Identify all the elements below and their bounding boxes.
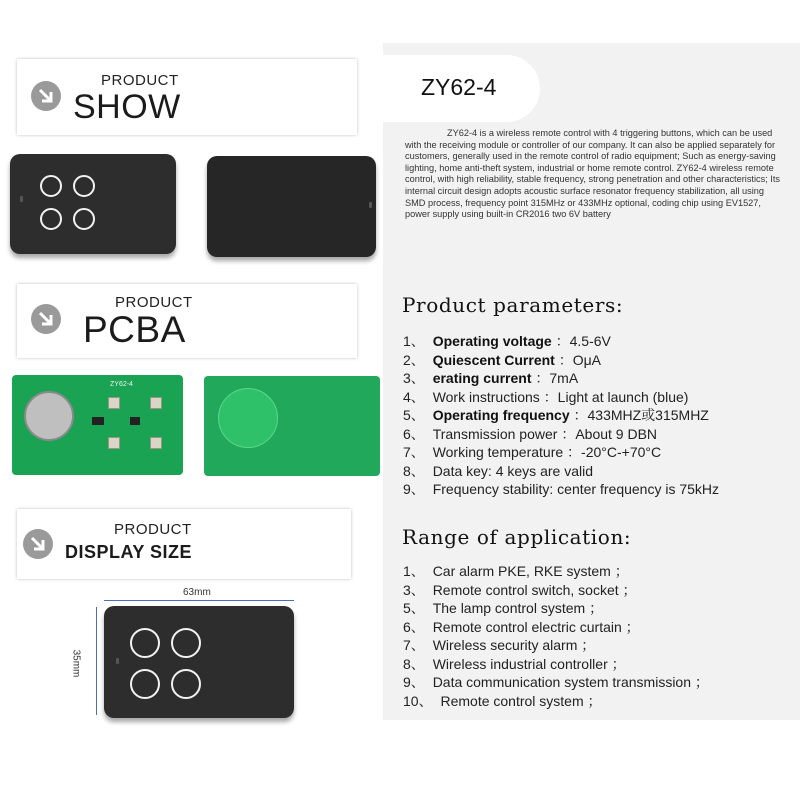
application-number: 9、: [403, 674, 429, 690]
parameter-item: [403, 461, 719, 480]
application-item: [403, 635, 709, 654]
parameter-number: 1、: [403, 333, 429, 349]
banner-title: SHOW: [73, 88, 181, 126]
arrow-down-right-icon: [31, 81, 61, 111]
width-dimension-label: 63mm: [183, 587, 211, 598]
parameter-label: Transmission power: [432, 425, 558, 442]
parameters-title: Product parameters:: [402, 293, 624, 317]
remote-button: [171, 669, 201, 699]
parameter-number: 9、: [403, 481, 429, 497]
parameter-item: [403, 442, 719, 461]
parameter-item: [403, 405, 719, 424]
parameter-item: [403, 387, 719, 406]
pcb-back-image: [204, 376, 380, 476]
arrow-down-right-icon: [23, 529, 53, 559]
application-item: [403, 580, 709, 599]
parameter-value: ：433MHZ或315MHZ: [569, 407, 709, 423]
application-text: Wireless security alarm ；: [432, 637, 596, 653]
remote-button: [73, 175, 95, 197]
application-item: [403, 598, 709, 617]
parameter-item: [403, 424, 719, 443]
parameter-item: [403, 479, 719, 498]
remote-button: [171, 628, 201, 658]
application-title: Range of application:: [402, 525, 632, 549]
parameter-number: 5、: [403, 407, 429, 423]
parameter-value: ：4.5-6V: [551, 333, 611, 349]
remote-button: [40, 175, 62, 197]
parameter-item: [403, 368, 719, 387]
parameter-item: [403, 331, 719, 350]
pcb-front-image: [12, 375, 183, 475]
banner-kicker: PRODUCT: [114, 521, 192, 538]
application-number: 6、: [403, 618, 429, 635]
parameter-value: ：Light at launch (blue): [539, 388, 689, 405]
parameter-item: [403, 350, 719, 369]
application-number: 3、: [403, 581, 429, 598]
height-dimension-label: 35mm: [70, 649, 82, 678]
parameter-number: 6、: [403, 425, 429, 442]
model-name: ZY62-4: [421, 74, 497, 100]
parameters-list: [403, 331, 719, 498]
application-item: [403, 672, 709, 691]
parameter-value: ：-20°C-+70°C: [563, 444, 662, 460]
parameter-number: 8、: [403, 462, 429, 479]
application-number: 5、: [403, 600, 429, 616]
parameter-label: erating current: [432, 370, 532, 386]
product-show-banner: [17, 59, 357, 135]
remote-button: [40, 208, 62, 230]
parameter-value: ：OμA: [554, 351, 602, 368]
parameter-number: 2、: [403, 351, 429, 368]
application-text: Remote control electric curtain ；: [432, 618, 640, 635]
remote-size-image: [104, 606, 294, 718]
arrow-down-right-icon: [31, 304, 61, 334]
application-list: [403, 561, 709, 709]
remote-button: [130, 628, 160, 658]
parameter-label: Operating frequency: [432, 407, 570, 423]
parameter-number: 3、: [403, 370, 429, 386]
banner-title: DISPLAY SIZE: [65, 542, 193, 562]
banner-kicker: PRODUCT: [101, 72, 179, 89]
application-number: 8、: [403, 655, 429, 672]
parameter-number: 7、: [403, 444, 429, 460]
banner-kicker: PRODUCT: [115, 294, 193, 311]
pcb-label: ZY62-4: [110, 381, 133, 388]
parameter-number: 4、: [403, 388, 429, 405]
product-display-size-banner: [17, 509, 351, 579]
application-text: Wireless industrial controller ；: [432, 655, 626, 672]
model-tab: [383, 55, 540, 122]
application-text: Remote control system ；: [440, 692, 602, 709]
parameter-label: Operating voltage: [432, 333, 552, 349]
application-text: Data communication system transmission ；: [432, 674, 709, 690]
application-number: 1、: [403, 563, 429, 579]
application-item: [403, 561, 709, 580]
application-number: 7、: [403, 637, 429, 653]
application-text: Car alarm PKE, RKE system ；: [432, 563, 629, 579]
application-number: 10、: [403, 692, 437, 709]
application-text: Remote control switch, socket ；: [432, 581, 637, 598]
application-item: [403, 617, 709, 636]
parameter-label: Working temperature: [432, 444, 564, 460]
remote-back-image: [207, 156, 376, 257]
parameter-label: Frequency stability: center frequency is 75kHz: [432, 481, 720, 497]
parameter-value: ：About 9 DBN: [557, 425, 658, 442]
parameter-label: Quiescent Current: [432, 351, 555, 368]
remote-front-image: [10, 154, 176, 254]
application-text: The lamp control system ；: [432, 600, 604, 616]
remote-button: [130, 669, 160, 699]
parameter-label: Data key: 4 keys are valid: [432, 462, 593, 479]
remote-button: [73, 208, 95, 230]
application-item: [403, 654, 709, 673]
product-pcba-banner: [17, 284, 357, 358]
application-item: [403, 691, 709, 710]
parameter-value: ：7mA: [531, 370, 579, 386]
product-description: ZY62-4 is a wireless remote control with 4 triggering buttons, which can be used with the receiving module or controller of our company. It can also be applied separately for customers, generally used in the remote control of radio equipment; Such as energy-saving lighting, home anti-theft system, industrial or home remote control. ZY62-4 wireless remote control, with high reliability, stable frequency, strong penetration and other characteristics; Its internal circuit design adopts acoustic surface resonator frequency stabilization, all using SMD process, frequency point 315MHz or 433MHz optional, coding chip using EV1527, power supply using built-in CR2016 two 6V battery: [405, 128, 781, 220]
parameter-label: Work instructions: [432, 388, 540, 405]
banner-title: PCBA: [83, 309, 186, 350]
